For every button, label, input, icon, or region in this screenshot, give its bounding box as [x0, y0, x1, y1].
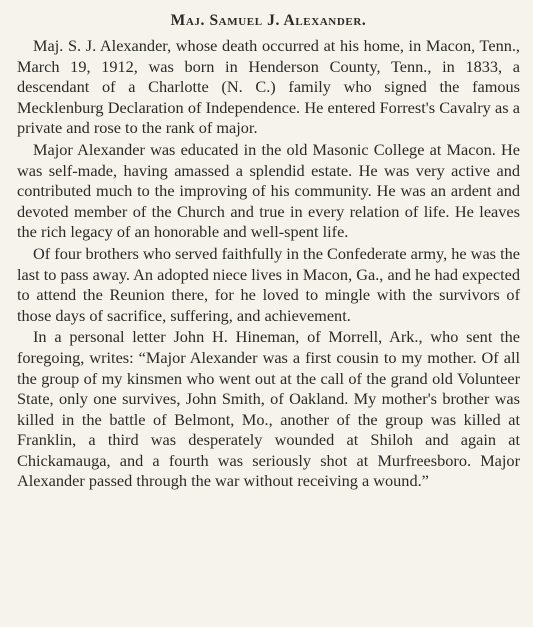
- paragraph-letter: In a personal letter John H. Hineman, of Morrell, Ark., who sent the foregoing, writes: “Major Alexander was a first cousin to my mother. Of all the group of my kinsmen who went out at the call of the grand old Volunteer State, only one survives, John Smith, of Oakland. My mother's brother was killed in the battle of Belmont, Mo., another of the group was killed at Franklin, a third was desperately wounded at Shiloh and again at Chickamauga, and a fourth was seriously shot at Murfreesboro. Major Alexander passed through the war without receiving a wound.”: [17, 327, 520, 491]
- paragraph-brothers: Of four brothers who served faithfully in the Confederate army, he was the last to pass away. An adopted niece lives in Macon, Ga., and he had expected to attend the Reunion there, for he loved to mingle with the survivors of those days of sacrifice, suffering, and achievement.: [17, 243, 520, 325]
- paragraph-biography: Maj. S. J. Alexander, whose death occurred at his home, in Macon, Tenn., March 19, 1912, was born in Henderson County, Tenn., in 1833, a descendant of a Charlotte (N. C.) family who signed the famous Mecklenburg Declaration of Independence. He entered Forrest's Cavalry as a private and rose to the rank of major.: [17, 36, 520, 138]
- article-title: Maj. Samuel J. Alexander.: [170, 12, 367, 29]
- paragraph-education: Major Alexander was educated in the old Masonic College at Macon. He was self-made, having amassed a splendid estate. He was very active and contributed much to the improving of his community. He was an ardent and devoted member of the Church and true in every relation of life. He leaves the rich legacy of an honorable and well-spent life.: [17, 139, 520, 242]
